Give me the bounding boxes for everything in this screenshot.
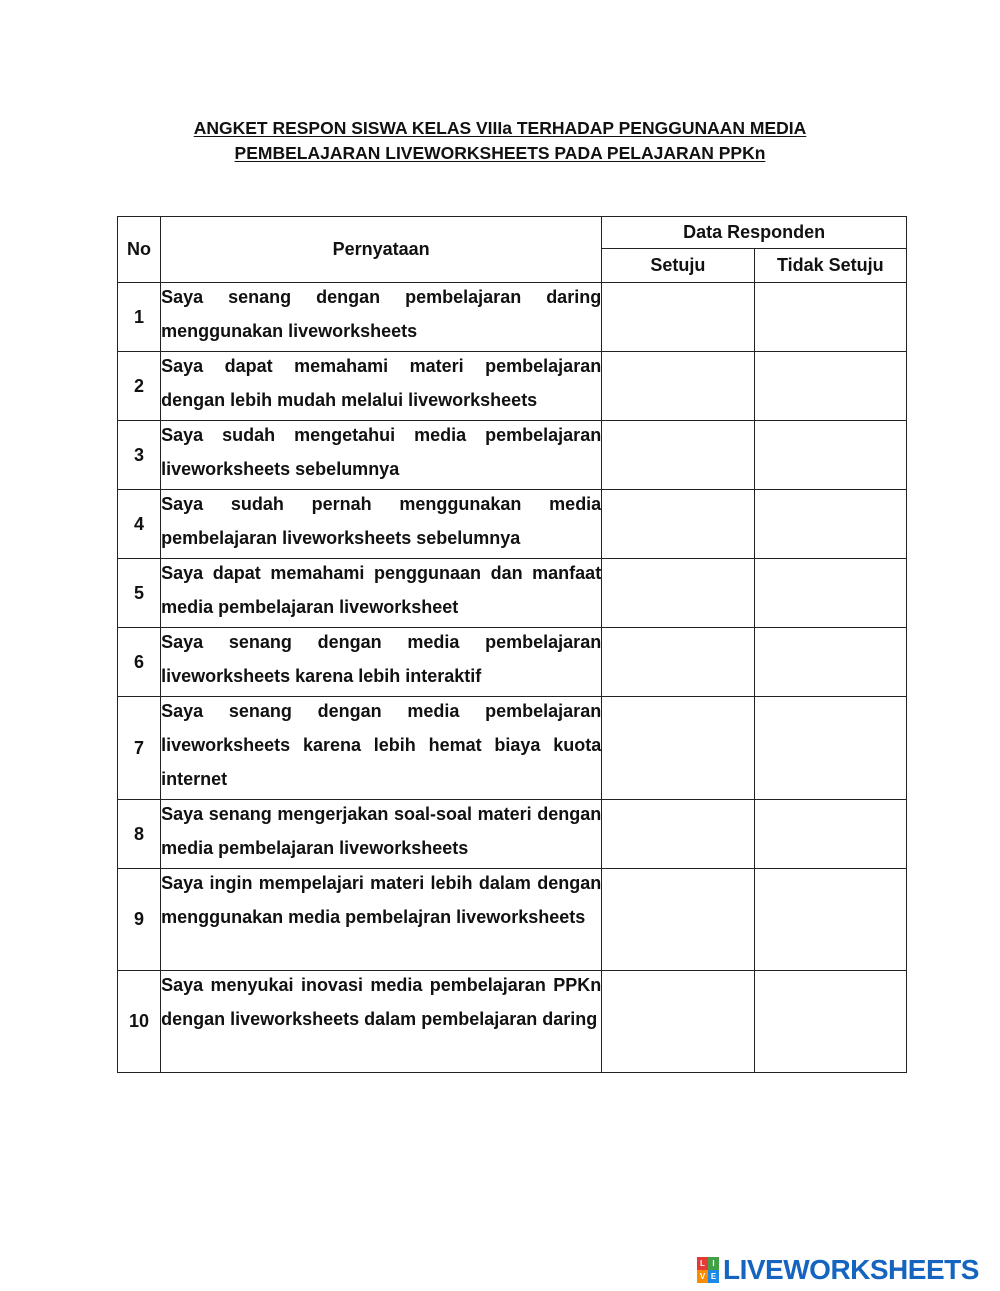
statement-text: Saya senang mengerjakan soal-soal materi dengan media pembelajaran liveworksheets (161, 804, 602, 858)
disagree-answer-cell[interactable] (754, 800, 906, 869)
statement-cell (161, 971, 602, 1073)
header-no: No (118, 217, 161, 283)
table-row (118, 628, 907, 697)
row-number: 8 (118, 800, 161, 869)
table-row (118, 283, 907, 352)
agree-answer-cell[interactable] (602, 971, 754, 1073)
agree-answer-cell[interactable] (602, 628, 754, 697)
disagree-answer-cell[interactable] (754, 490, 906, 559)
logo-mark-square: L (697, 1257, 708, 1270)
disagree-answer-cell[interactable] (754, 559, 906, 628)
statement-cell (161, 283, 602, 352)
logo-text: LIVEWORKSHEETS (723, 1254, 979, 1285)
agree-answer-cell[interactable] (602, 559, 754, 628)
row-number: 4 (118, 490, 161, 559)
agree-answer-cell[interactable] (602, 800, 754, 869)
row-number: 1 (118, 283, 161, 352)
statement-text: Saya senang dengan media pembelajaran liveworksheets karena lebih hemat biaya kuota internet (161, 701, 602, 789)
logo-mark-square: I (708, 1257, 719, 1270)
survey-table (117, 216, 907, 1073)
title-line-2: PEMBELAJARAN LIVEWORKSHEETS PADA PELAJARAN PPKn (234, 143, 766, 163)
agree-answer-cell[interactable] (602, 352, 754, 421)
statement-cell (161, 800, 602, 869)
statement-cell (161, 559, 602, 628)
statement-text: Saya dapat memahami materi pembelajaran dengan lebih mudah melalui liveworksheets (161, 356, 602, 410)
agree-answer-cell[interactable] (602, 869, 754, 971)
statement-cell (161, 697, 602, 800)
row-number: 7 (118, 697, 161, 800)
disagree-answer-cell[interactable] (754, 283, 906, 352)
header-respondent-data: Data Responden (602, 217, 907, 249)
row-number: 2 (118, 352, 161, 421)
agree-answer-cell[interactable] (602, 421, 754, 490)
table-row (118, 697, 907, 800)
disagree-answer-cell[interactable] (754, 869, 906, 971)
title-line-1: ANGKET RESPON SISWA KELAS VIIIa TERHADAP PENGGUNAAN MEDIA (193, 118, 807, 138)
disagree-answer-cell[interactable] (754, 352, 906, 421)
agree-answer-cell[interactable] (602, 490, 754, 559)
statement-text: Saya ingin mempelajari materi lebih dalam dengan menggunakan media pembelajran liveworksheets (161, 873, 602, 927)
statement-cell (161, 352, 602, 421)
table-row (118, 490, 907, 559)
liveworksheets-logo (697, 1254, 979, 1286)
header-agree: Setuju (602, 249, 754, 283)
row-number: 9 (118, 869, 161, 971)
survey-body (118, 283, 907, 1073)
statement-text: Saya sudah pernah menggunakan media pembelajaran liveworksheets sebelumnya (161, 494, 602, 548)
logo-mark-square: E (708, 1270, 719, 1283)
disagree-answer-cell[interactable] (754, 628, 906, 697)
row-number: 3 (118, 421, 161, 490)
row-number: 10 (118, 971, 161, 1073)
agree-answer-cell[interactable] (602, 283, 754, 352)
statement-text: Saya sudah mengetahui media pembelajaran liveworksheets sebelumnya (161, 425, 602, 479)
statement-text: Saya senang dengan pembelajaran daring menggunakan liveworksheets (161, 287, 602, 341)
table-row (118, 421, 907, 490)
header-disagree: Tidak Setuju (754, 249, 906, 283)
logo-mark-square: V (697, 1270, 708, 1283)
disagree-answer-cell[interactable] (754, 697, 906, 800)
disagree-answer-cell[interactable] (754, 971, 906, 1073)
statement-cell (161, 490, 602, 559)
table-row (118, 352, 907, 421)
table-row (118, 869, 907, 971)
statement-cell (161, 628, 602, 697)
statement-text: Saya senang dengan media pembelajaran liveworksheets karena lebih interaktif (161, 632, 602, 686)
statement-text: Saya menyukai inovasi media pembelajaran PPKn dengan liveworksheets dalam pembelajaran daring (161, 975, 602, 1029)
document-title (0, 116, 1000, 166)
disagree-answer-cell[interactable] (754, 421, 906, 490)
header-statement: Pernyataan (161, 217, 602, 283)
statement-cell (161, 869, 602, 971)
table-row (118, 559, 907, 628)
liveworksheets-logo-icon (697, 1257, 719, 1283)
row-number: 6 (118, 628, 161, 697)
table-row (118, 971, 907, 1073)
statement-text: Saya dapat memahami penggunaan dan manfaat media pembelajaran liveworksheet (161, 563, 602, 617)
table-row (118, 800, 907, 869)
statement-cell (161, 421, 602, 490)
agree-answer-cell[interactable] (602, 697, 754, 800)
row-number: 5 (118, 559, 161, 628)
